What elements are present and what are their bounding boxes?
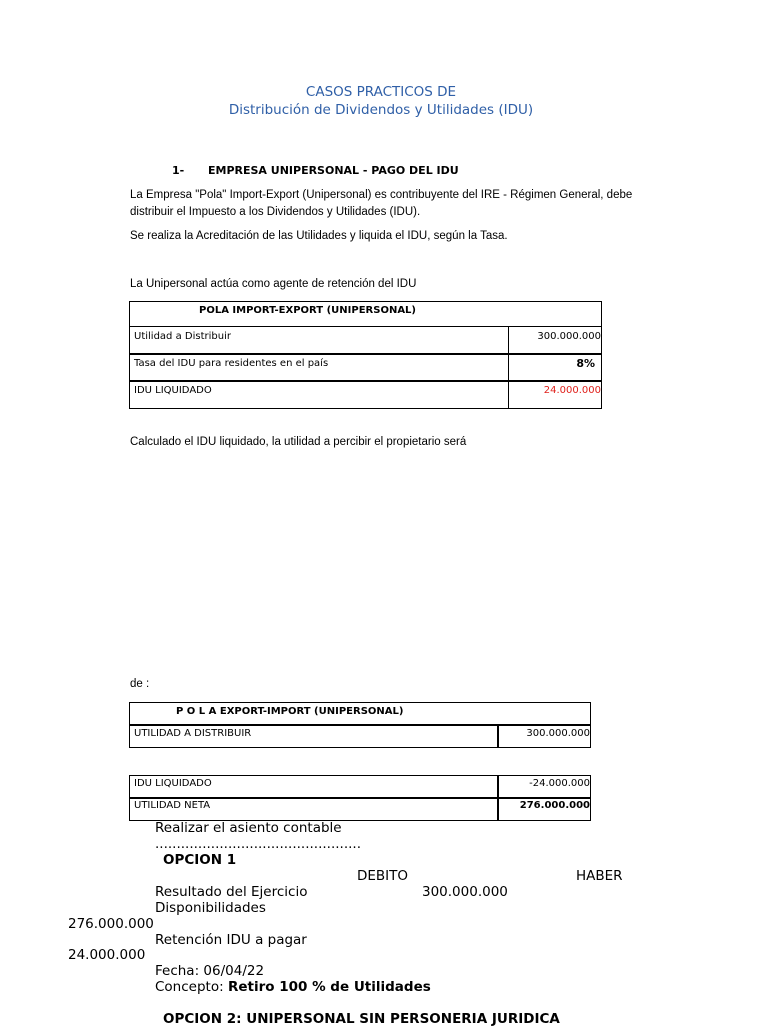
resultado-label: Resultado del Ejercicio (155, 884, 308, 900)
table1-divider (129, 353, 602, 355)
paragraph-after-table1: Calculado el IDU liquidado, la utilidad a percibir el propietario será (130, 436, 467, 448)
table2-divider (129, 724, 591, 726)
table1-divider (129, 326, 602, 327)
table3-row-label: IDU LIQUIDADO (134, 778, 212, 789)
retencion-label: Retención IDU a pagar (155, 932, 307, 948)
concepto-label: Concepto: (155, 979, 224, 995)
concepto-line (155, 979, 431, 995)
dotted-line: ................................................ (155, 836, 361, 852)
asiento-intro: Realizar el asiento contable (155, 820, 342, 836)
option2-heading: OPCION 2: UNIPERSONAL SIN PERSONERIA JURIDICA (163, 1011, 560, 1027)
table3-row-value: -24.000.000 (529, 778, 590, 789)
option1-heading: OPCION 1 (163, 852, 237, 868)
paragraph-1-line-2: distribuir el Impuesto a los Dividendos y Utilidades (IDU). (130, 206, 421, 218)
resultado-value: 300.000.000 (422, 884, 508, 900)
table1-row-value-red: 24.000.000 (543, 385, 601, 396)
debito-column-header: DEBITO (357, 868, 409, 884)
table1-row-label: Utilidad a Distribuir (134, 331, 231, 342)
disponibilidades-label: Disponibilidades (155, 900, 266, 916)
haber-column-header: HABER (576, 868, 623, 884)
table2-title: P O L A EXPORT-IMPORT (UNIPERSONAL) (176, 706, 404, 717)
paragraph-3: La Unipersonal actúa como agente de retención del IDU (130, 278, 417, 290)
document-title-line2: Distribución de Dividendos y Utilidades (IDU) (228, 102, 534, 118)
disponibilidades-value: 276.000.000 (68, 916, 154, 932)
de-label: de : (130, 678, 150, 690)
section-heading: EMPRESA UNIPERSONAL - PAGO DEL IDU (208, 164, 459, 177)
table2-row-label: UTILIDAD A DISTRIBUIR (134, 728, 252, 739)
paragraph-1-line-1: La Empresa "Pola" Import-Export (Unipersonal) es contribuyente del IRE - Régimen General, debe (130, 189, 633, 201)
retencion-value: 24.000.000 (68, 947, 146, 963)
table2-row-value: 300.000.000 (526, 728, 590, 739)
table1-row-label: IDU LIQUIDADO (134, 385, 212, 396)
table3-divider (129, 797, 591, 799)
document-title-line1: CASOS PRACTICOS DE (305, 84, 457, 100)
section-number: 1- (172, 164, 185, 177)
paragraph-2: Se realiza la Acreditación de las Utilidades y liquida el IDU, según la Tasa. (130, 230, 508, 242)
fecha: Fecha: 06/04/22 (155, 963, 265, 979)
table3-row-value: 276.000.000 (519, 800, 590, 811)
table1-row-value: 8% (576, 357, 595, 370)
table1-divider (129, 380, 602, 382)
table1-row-label: Tasa del IDU para residentes en el país (134, 358, 329, 369)
table1-row-value: 300.000.000 (537, 331, 601, 342)
table1-title: POLA IMPORT-EXPORT (UNIPERSONAL) (199, 305, 416, 316)
concepto-value: Retiro 100 % de Utilidades (227, 979, 431, 995)
table3-row-label: UTILIDAD NETA (134, 800, 211, 811)
